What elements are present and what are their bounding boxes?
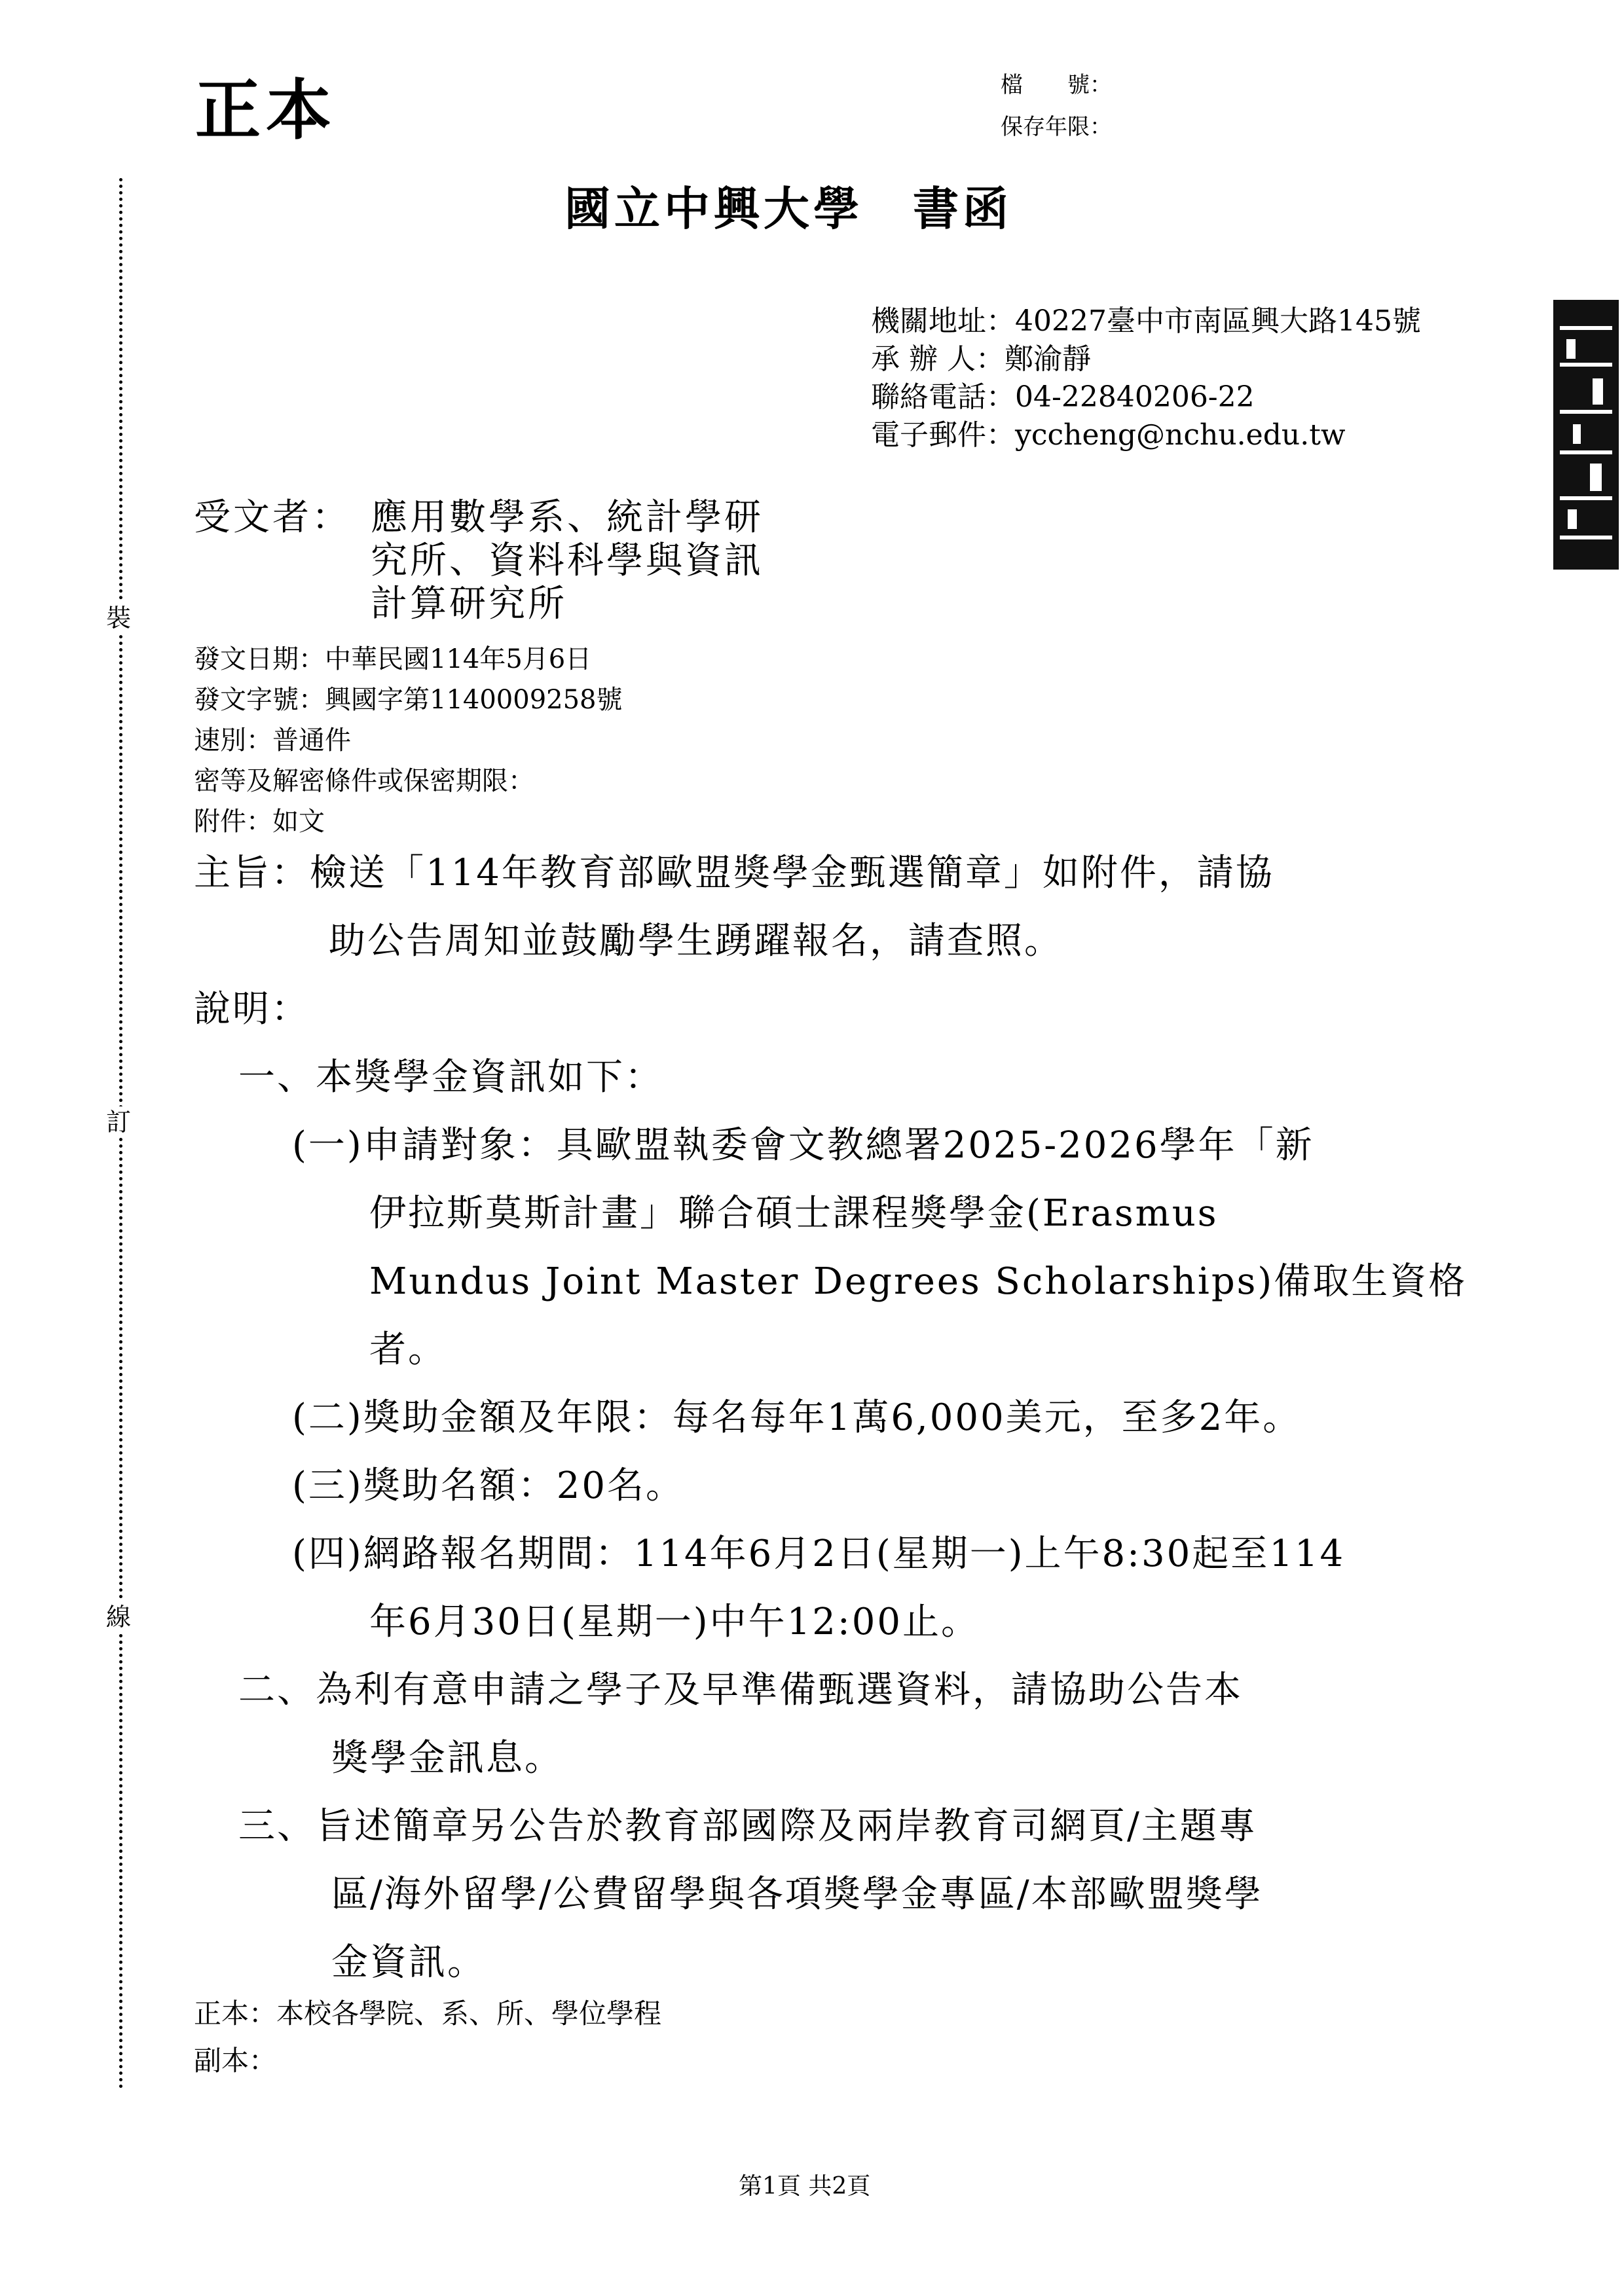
recipient-label: 受文者： [194,496,351,539]
item-2-line-2: 獎學金訊息。 [331,1737,563,1779]
recipient-line-2: 究所、資料科學與資訊 [371,539,764,582]
sub-item-1-line-4: 者。 [369,1328,447,1371]
contact-phone: 聯絡電話：04-22840206-22 [871,380,1255,414]
recipient [194,496,764,626]
copy-recipients: 副本： [194,2045,277,2077]
item-3-line-2: 區/海外留學/公費留學與各項獎學金專區/本部歐盟獎學 [331,1873,1263,1916]
binding-mark-ding: 訂 [106,1108,132,1137]
issue-date: 發文日期：中華民國114年5月6日 [194,644,592,674]
archive-info [1001,64,1112,148]
handler-name: 承 辦 人：鄭渝靜 [871,342,1091,376]
description-item-3 [238,1793,1263,1997]
sub-item-registration-period [292,1520,1345,1656]
archive-number-label: 檔 號： [1001,72,1112,98]
subject-line-1: 主旨：檢送「114年教育部歐盟獎學金甄選簡章」如附件，請協 [194,852,1274,894]
sub-item-amount: (二)獎助金額及年限：每名每年1萬6,000美元，至多2年。 [292,1396,1302,1439]
document-title: 國立中興大學 書函 [564,181,1012,236]
description-item-2 [238,1656,1243,1793]
agency-address: 機關地址：40227臺中市南區興大路145號 [871,304,1421,338]
retention-period-label: 保存年限： [1001,114,1112,140]
document-meta [194,639,623,842]
copy-type-label: 正本 [195,71,337,149]
recipient-line-3: 計算研究所 [371,583,567,625]
sub-item-4-line-2: 年6月30日(星期一)中午12:00止。 [369,1601,980,1643]
distribution-list [194,1990,661,2085]
original-recipients: 正本：本校各學院、系、所、學位學程 [194,1997,662,2030]
attachment-note: 附件：如文 [194,807,325,837]
contact-email: 電子郵件：yccheng@nchu.edu.tw [871,418,1346,452]
subject-line-2: 助公告周知並鼓勵學生踴躍報名，請查照。 [329,920,1063,962]
binding-mark-xian: 線 [106,1603,132,1631]
document-number: 發文字號：興國字第1140009258號 [194,685,623,715]
item-3-line-3: 金資訊。 [331,1941,486,1984]
description-label: 說明： [194,988,310,1030]
sub-item-4-line-1: (四)網路報名期間：114年6月2日(星期一)上午8:30起至114 [292,1533,1346,1575]
sub-item-1-line-2: 伊拉斯莫斯計畫」聯合碩士課程獎學金(Erasmus [369,1192,1219,1235]
sub-item-quota: (三)獎助名額：20名。 [292,1465,684,1507]
description-item-1: 一、本獎學金資訊如下： [238,1056,663,1099]
item-2-line-1: 二、為利有意申請之學子及早準備甄選資料，請協助公告本 [238,1669,1243,1711]
delivery-speed: 速別：普通件 [194,725,351,756]
sub-item-1-line-1: (一)申請對象：具歐盟執委會文教總署2025-2026學年「新 [292,1124,1314,1167]
seal-stamp-icon [1553,300,1619,570]
recipient-line-1: 應用數學系、統計學研 [371,496,764,539]
page-number: 第1頁 共2頁 [739,2173,871,2200]
sub-item-1-line-3: Mundus Joint Master Degrees Scholarships)備取生資格 [369,1260,1467,1303]
contact-info [871,302,1421,454]
sub-item-eligibility [292,1112,1467,1384]
binding-mark-zhuang: 裝 [106,604,132,632]
subject [194,839,1274,975]
secrecy-level: 密等及解密條件或保密期限： [194,766,534,796]
item-3-line-1: 三、旨述簡章另公告於教育部國際及兩岸教育司網頁/主題專 [238,1805,1257,1848]
